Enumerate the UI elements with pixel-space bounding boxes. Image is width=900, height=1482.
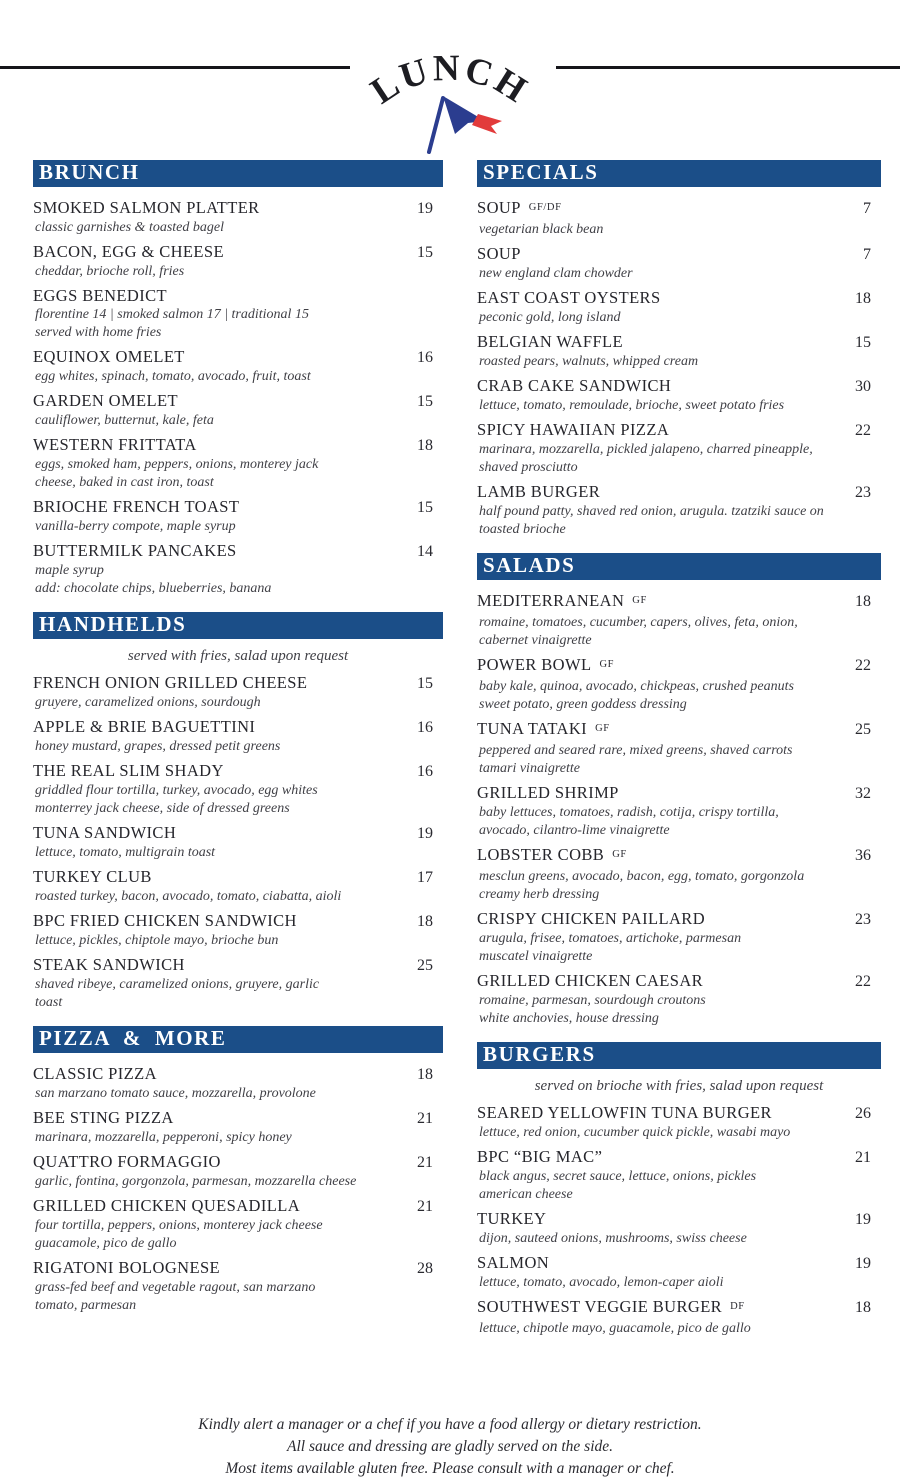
menu-item-row <box>477 845 881 868</box>
menu-item-desc-line: grass-fed beef and vegetable ragout, san marzano <box>35 1280 316 1295</box>
menu-item-desc-line: new england clam chowder <box>479 266 633 281</box>
menu-item-name: SOUTHWEST VEGGIE BURGER <box>477 1297 723 1316</box>
menu-item-row <box>33 673 443 694</box>
menu-item-desc-line: gruyere, caramelized onions, sourdough <box>35 695 261 710</box>
menu-item <box>477 845 881 904</box>
menu-item-row <box>477 420 881 441</box>
menu-item-desc-line: dijon, sauteed onions, mushrooms, swiss cheese <box>479 1231 747 1246</box>
section-title: SALADS <box>483 553 576 577</box>
menu-item-desc-line: black angus, secret sauce, lettuce, onions, pickles <box>479 1169 757 1184</box>
menu-item-name: BRIOCHE FRENCH TOAST <box>33 497 240 516</box>
menu-item <box>477 1103 881 1142</box>
menu-column-right <box>477 160 881 1352</box>
menu-item-price: 30 <box>855 378 871 395</box>
menu-item <box>33 347 443 386</box>
menu-item-desc-line: guacamole, pico de gallo <box>35 1236 177 1251</box>
menu-item-desc-line: shaved ribeye, caramelized onions, gruyere, garlic <box>35 977 320 992</box>
section-title: PIZZA & MORE <box>39 1026 227 1050</box>
menu-item-name: GRILLED SHRIMP <box>477 783 619 802</box>
menu-item <box>477 244 881 283</box>
dietary-tag: GF/DF <box>528 202 562 213</box>
menu-item <box>33 717 443 756</box>
menu-section <box>33 612 443 1012</box>
menu-item <box>477 420 881 477</box>
menu-item <box>33 435 443 492</box>
menu-item-price: 36 <box>855 847 871 864</box>
menu-item-price: 28 <box>417 1260 433 1277</box>
dietary-tag: GF <box>595 723 610 734</box>
menu-item-desc-line: vegetarian black bean <box>479 222 604 237</box>
dietary-tag: GF <box>612 849 627 860</box>
menu-item-price: 21 <box>417 1110 433 1127</box>
menu-item-desc-line: tomato, parmesan <box>35 1298 137 1313</box>
section-note: served on brioche with fries, salad upon request <box>534 1078 824 1094</box>
menu-item-name: SOUP <box>477 198 521 217</box>
menu-item-row <box>33 823 443 844</box>
menu-item-desc-line: muscatel vinaigrette <box>479 949 593 964</box>
menu-item-row <box>477 332 881 353</box>
menu-item <box>477 376 881 415</box>
menu-item-desc-line: white anchovies, house dressing <box>479 1011 659 1026</box>
menu-item <box>477 655 881 714</box>
menu-item-price: 19 <box>855 1211 871 1228</box>
menu-item-price: 22 <box>855 973 871 990</box>
section-title: SPECIALS <box>483 160 599 184</box>
menu-item-name: GARDEN OMELET <box>33 391 178 410</box>
menu-item-row <box>33 497 443 518</box>
menu-item-price: 15 <box>417 499 433 516</box>
menu-item-row <box>477 971 881 992</box>
menu-item-row <box>477 198 881 221</box>
menu-item-price: 21 <box>855 1149 871 1166</box>
menu-item <box>33 911 443 950</box>
menu-item-name: TURKEY <box>477 1209 547 1228</box>
menu-item-desc-line: half pound patty, shaved red onion, arugula. tzatziki sauce on <box>479 504 824 519</box>
menu-item-price: 18 <box>417 913 433 930</box>
menu-item-name: APPLE & BRIE BAGUETTINI <box>33 717 256 736</box>
menu-item <box>33 1196 443 1253</box>
section-header-bar <box>477 553 881 580</box>
menu-item-desc-line: marinara, mozzarella, pepperoni, spicy honey <box>35 1130 292 1145</box>
menu-item-price: 15 <box>417 393 433 410</box>
menu-item-name: STEAK SANDWICH <box>33 955 185 974</box>
menu-item-name: SALMON <box>477 1253 550 1272</box>
menu-item-price: 22 <box>855 657 871 674</box>
menu-item-desc-line: san marzano tomato sauce, mozzarella, provolone <box>35 1086 316 1101</box>
section-title: BURGERS <box>483 1042 596 1066</box>
menu-item-name: LAMB BURGER <box>477 482 601 501</box>
menu-item-name: TURKEY CLUB <box>33 867 152 886</box>
menu-item-name: EQUINOX OMELET <box>33 347 185 366</box>
section-items <box>33 198 443 598</box>
menu-item-price: 21 <box>417 1154 433 1171</box>
menu-item-row <box>33 286 443 306</box>
section-header-bar <box>33 612 443 639</box>
menu-columns <box>0 160 900 1352</box>
menu-item <box>33 867 443 906</box>
menu-section <box>477 553 881 1028</box>
menu-item-row <box>477 1147 881 1168</box>
menu-item-row <box>33 347 443 368</box>
section-title: BRUNCH <box>39 160 140 184</box>
menu-item-desc-line: shaved prosciutto <box>479 460 578 475</box>
menu-item <box>33 198 443 237</box>
menu-item-name: FRENCH ONION GRILLED CHEESE <box>33 673 308 692</box>
menu-item-desc-line: four tortilla, peppers, onions, monterey jack cheese <box>35 1218 323 1233</box>
menu-item-desc-line: florentine 14 | smoked salmon 17 | traditional 15 <box>35 307 309 322</box>
menu-item-price: 32 <box>855 785 871 802</box>
section-items <box>33 673 443 1012</box>
menu-item-price: 18 <box>417 1066 433 1083</box>
menu-item <box>33 242 443 281</box>
menu-item-desc-line: lettuce, pickles, chiptole mayo, brioche bun <box>35 933 279 948</box>
menu-item-desc-line: creamy herb dressing <box>479 887 600 902</box>
menu-item-name: SEARED YELLOWFIN TUNA BURGER <box>477 1103 772 1122</box>
menu-item-price: 15 <box>417 675 433 692</box>
pennant-flag-icon <box>429 96 502 152</box>
menu-item-desc-line: cabernet vinaigrette <box>479 633 592 648</box>
section-header-bar <box>33 1026 443 1053</box>
menu-item <box>33 541 443 598</box>
menu-item-name: BEE STING PIZZA <box>33 1108 174 1127</box>
section-note: served with fries, salad upon request <box>127 648 349 664</box>
menu-item-row <box>477 1297 881 1320</box>
menu-item-name: RIGATONI BOLOGNESE <box>33 1258 221 1277</box>
menu-item-row <box>33 717 443 738</box>
menu-item <box>477 719 881 778</box>
menu-item-price: 19 <box>417 825 433 842</box>
menu-item <box>33 391 443 430</box>
menu-item-price: 19 <box>855 1255 871 1272</box>
menu-item-row <box>33 761 443 782</box>
menu-item-price: 15 <box>417 244 433 261</box>
menu-item-price: 18 <box>855 593 871 610</box>
menu-item-desc-line: lettuce, tomato, avocado, lemon-caper aioli <box>479 1275 724 1290</box>
menu-item-desc-line: monterrey jack cheese, side of dressed greens <box>35 801 290 816</box>
dietary-tag: GF <box>632 595 647 606</box>
menu-item <box>477 482 881 539</box>
menu-item-name: GRILLED CHICKEN CAESAR <box>477 971 704 990</box>
section-items <box>477 1103 881 1338</box>
menu-item-row <box>33 1196 443 1217</box>
menu-item-desc-line: cauliflower, butternut, kale, feta <box>35 413 214 428</box>
menu-item-row <box>33 435 443 456</box>
menu-item-desc-line: peppered and seared rare, mixed greens, shaved carrots <box>479 743 793 758</box>
menu-item <box>33 1064 443 1103</box>
menu-item-desc-line: lettuce, chipotle mayo, guacamole, pico de gallo <box>479 1321 751 1336</box>
menu-item-row <box>33 1258 443 1279</box>
masthead <box>0 0 900 160</box>
menu-section <box>477 160 881 539</box>
menu-item <box>477 1297 881 1338</box>
menu-item-desc-line: american cheese <box>479 1187 573 1202</box>
section-items <box>33 1064 443 1315</box>
menu-item-row <box>477 591 881 614</box>
menu-item-desc-line: roasted pears, walnuts, whipped cream <box>479 354 699 369</box>
menu-item <box>33 673 443 712</box>
menu-column-left <box>33 160 443 1329</box>
menu-item-desc-line: lettuce, tomato, remoulade, brioche, sweet potato fries <box>479 398 785 413</box>
menu-item-price: 16 <box>417 763 433 780</box>
menu-item <box>477 198 881 239</box>
menu-item-price: 7 <box>863 200 871 217</box>
menu-item-desc-line: marinara, mozzarella, pickled jalapeno, charred pineapple, <box>479 442 813 457</box>
menu-item-name: EAST COAST OYSTERS <box>477 288 661 307</box>
menu-item-row <box>33 955 443 976</box>
section-header-bar <box>477 1042 881 1069</box>
menu-item-price: 21 <box>417 1198 433 1215</box>
section-items <box>477 591 881 1028</box>
menu-item-row <box>477 1253 881 1274</box>
dietary-tag: GF <box>599 659 615 670</box>
menu-item-row <box>477 719 881 742</box>
menu-item-name: SOUP <box>477 244 521 263</box>
menu-item-row <box>33 242 443 263</box>
menu-item-desc-line: griddled flour tortilla, turkey, avocado, egg whites <box>35 783 318 798</box>
menu-item-name: WESTERN FRITTATA <box>33 435 197 454</box>
menu-item-desc-line: romaine, parmesan, sourdough croutons <box>479 993 706 1008</box>
menu-section <box>477 1042 881 1338</box>
menu-item-row <box>33 1108 443 1129</box>
menu-item-name: BELGIAN WAFFLE <box>477 332 624 351</box>
menu-item-desc-line: mesclun greens, avocado, bacon, egg, tomato, gorgonzola <box>479 869 805 884</box>
menu-item-desc-line: sweet potato, green goddess dressing <box>479 697 687 712</box>
menu-item <box>33 1108 443 1147</box>
menu-item-desc-line: roasted turkey, bacon, avocado, tomato, ciabatta, aioli <box>35 889 342 904</box>
menu-section <box>33 160 443 598</box>
menu-item-price: 25 <box>855 721 871 738</box>
menu-item-row <box>477 244 881 265</box>
menu-item-name: BUTTERMILK PANCAKES <box>33 541 237 560</box>
menu-item <box>477 1253 881 1292</box>
menu-item-row <box>477 1209 881 1230</box>
menu-item-desc-line: eggs, smoked ham, peppers, onions, monterey jack <box>35 457 319 472</box>
menu-item-name: POWER BOWL <box>477 655 592 674</box>
menu-item <box>477 1209 881 1248</box>
menu-item-row <box>33 198 443 219</box>
menu-item-row <box>33 867 443 888</box>
footer-line: All sauce and dressing are gladly served on the side. <box>286 1438 613 1455</box>
menu-item-row <box>477 655 881 678</box>
menu-item-name: CRAB CAKE SANDWICH <box>477 376 672 395</box>
menu-item-desc-line: cheese, baked in cast iron, toast <box>35 475 214 490</box>
menu-item <box>33 1152 443 1191</box>
menu-item-name: BACON, EGG & CHEESE <box>33 242 224 261</box>
menu-item-price: 26 <box>855 1105 871 1122</box>
footer-line: Most items available gluten free. Please consult with a manager or chef. <box>225 1460 675 1477</box>
menu-item-desc-line: lettuce, tomato, multigrain toast <box>35 845 216 860</box>
menu-item <box>33 955 443 1012</box>
menu-item-price: 18 <box>855 1299 871 1316</box>
menu-item-row <box>33 541 443 562</box>
menu-item-price: 16 <box>417 719 433 736</box>
menu-item-price: 18 <box>417 437 433 454</box>
menu-item-row <box>33 1064 443 1085</box>
menu-item-price: 25 <box>417 957 433 974</box>
menu-item-desc-line: lettuce, red onion, cucumber quick pickle, wasabi mayo <box>479 1125 791 1140</box>
section-header-bar <box>477 160 881 187</box>
menu-item-price: 19 <box>417 200 433 217</box>
menu-item-desc-line: baby kale, quinoa, avocado, chickpeas, crushed peanuts <box>479 679 794 694</box>
menu-item-name: CLASSIC PIZZA <box>33 1064 157 1083</box>
menu-item-row <box>477 288 881 309</box>
menu-item-desc-line: tamari vinaigrette <box>479 761 580 776</box>
menu-item-price: 15 <box>855 334 871 351</box>
menu-item-desc-line: avocado, cilantro-lime vinaigrette <box>479 823 670 838</box>
menu-item-price: 23 <box>855 484 871 501</box>
menu-item-name: EGGS BENEDICT <box>33 286 167 305</box>
menu-item-desc-line: peconic gold, long island <box>479 310 621 325</box>
menu-item-name: BPC FRIED CHICKEN SANDWICH <box>33 911 297 930</box>
menu-item <box>33 497 443 536</box>
header-rule-right <box>556 66 900 69</box>
menu-item-desc-line: maple syrup <box>35 563 104 578</box>
footer-notices <box>0 1414 900 1480</box>
menu-item-name: MEDITERRANEAN <box>477 591 625 610</box>
menu-item-desc-line: cheddar, brioche roll, fries <box>35 264 185 279</box>
menu-item-price: 14 <box>417 543 433 560</box>
menu-item-desc-line: garlic, fontina, gorgonzola, parmesan, mozzarella cheese <box>35 1174 357 1189</box>
section-items <box>477 198 881 539</box>
menu-item-row <box>33 391 443 412</box>
menu-item <box>477 783 881 840</box>
menu-item <box>477 1147 881 1204</box>
menu-item-name: BPC “BIG MAC” <box>477 1147 603 1166</box>
menu-item-row <box>33 1152 443 1173</box>
menu-item-price: 17 <box>417 869 433 886</box>
menu-item-name: THE REAL SLIM SHADY <box>33 761 224 780</box>
menu-item-desc-line: egg whites, spinach, tomato, avocado, fruit, toast <box>35 369 311 384</box>
menu-item-desc-line: classic garnishes & toasted bagel <box>35 220 224 235</box>
footer-line: Kindly alert a manager or a chef if you have a food allergy or dietary restriction. <box>198 1416 702 1433</box>
menu-item-desc-line: arugula, frisee, tomatoes, artichoke, parmesan <box>479 931 742 946</box>
menu-item-name: QUATTRO FORMAGGIO <box>33 1152 221 1171</box>
menu-item-desc-line: baby lettuces, tomatoes, radish, cotija, crispy tortilla, <box>479 805 779 820</box>
menu-item-desc-line: served with home fries <box>35 325 162 340</box>
menu-item <box>477 971 881 1028</box>
menu-item <box>33 823 443 862</box>
menu-item <box>33 1258 443 1315</box>
menu-item <box>477 332 881 371</box>
menu-item-row <box>477 1103 881 1124</box>
menu-item-price: 7 <box>863 246 871 263</box>
menu-item-desc-line: honey mustard, grapes, dressed petit greens <box>35 739 281 754</box>
menu-item-row <box>477 909 881 930</box>
lunch-logo-text: LUNCH <box>363 47 536 113</box>
header-rule-left <box>0 66 350 69</box>
dietary-tag: DF <box>730 1301 745 1312</box>
menu-item-price: 16 <box>417 349 433 366</box>
section-title: HANDHELDS <box>39 612 187 636</box>
menu-item-name: LOBSTER COBB <box>477 845 605 864</box>
menu-item <box>477 909 881 966</box>
menu-item-name: CRISPY CHICKEN PAILLARD <box>477 909 706 928</box>
menu-item-row <box>477 783 881 804</box>
menu-item <box>33 761 443 818</box>
lunch-logo <box>330 30 570 155</box>
menu-item-name: TUNA SANDWICH <box>33 823 177 842</box>
menu-item-desc-line: add: chocolate chips, blueberries, banana <box>35 581 272 596</box>
menu-item-desc-line: romaine, tomatoes, cucumber, capers, olives, feta, onion, <box>479 615 798 630</box>
menu-item-name: SMOKED SALMON PLATTER <box>33 198 260 217</box>
menu-item-price: 18 <box>855 290 871 307</box>
menu-item-price: 23 <box>855 911 871 928</box>
menu-item-row <box>477 376 881 397</box>
menu-section <box>33 1026 443 1315</box>
menu-item-name: SPICY HAWAIIAN PIZZA <box>477 420 670 439</box>
menu-item <box>477 288 881 327</box>
menu-item-desc-line: toast <box>35 995 63 1010</box>
menu-item-row <box>33 911 443 932</box>
menu-item <box>477 591 881 650</box>
menu-item-name: TUNA TATAKI <box>477 719 588 738</box>
menu-item-price: 22 <box>855 422 871 439</box>
menu-item-desc-line: toasted brioche <box>479 522 566 537</box>
menu-item <box>33 286 443 342</box>
menu-item-row <box>477 482 881 503</box>
menu-item-name: GRILLED CHICKEN QUESADILLA <box>33 1196 301 1215</box>
menu-item-desc-line: vanilla-berry compote, maple syrup <box>35 519 236 534</box>
section-header-bar <box>33 160 443 187</box>
